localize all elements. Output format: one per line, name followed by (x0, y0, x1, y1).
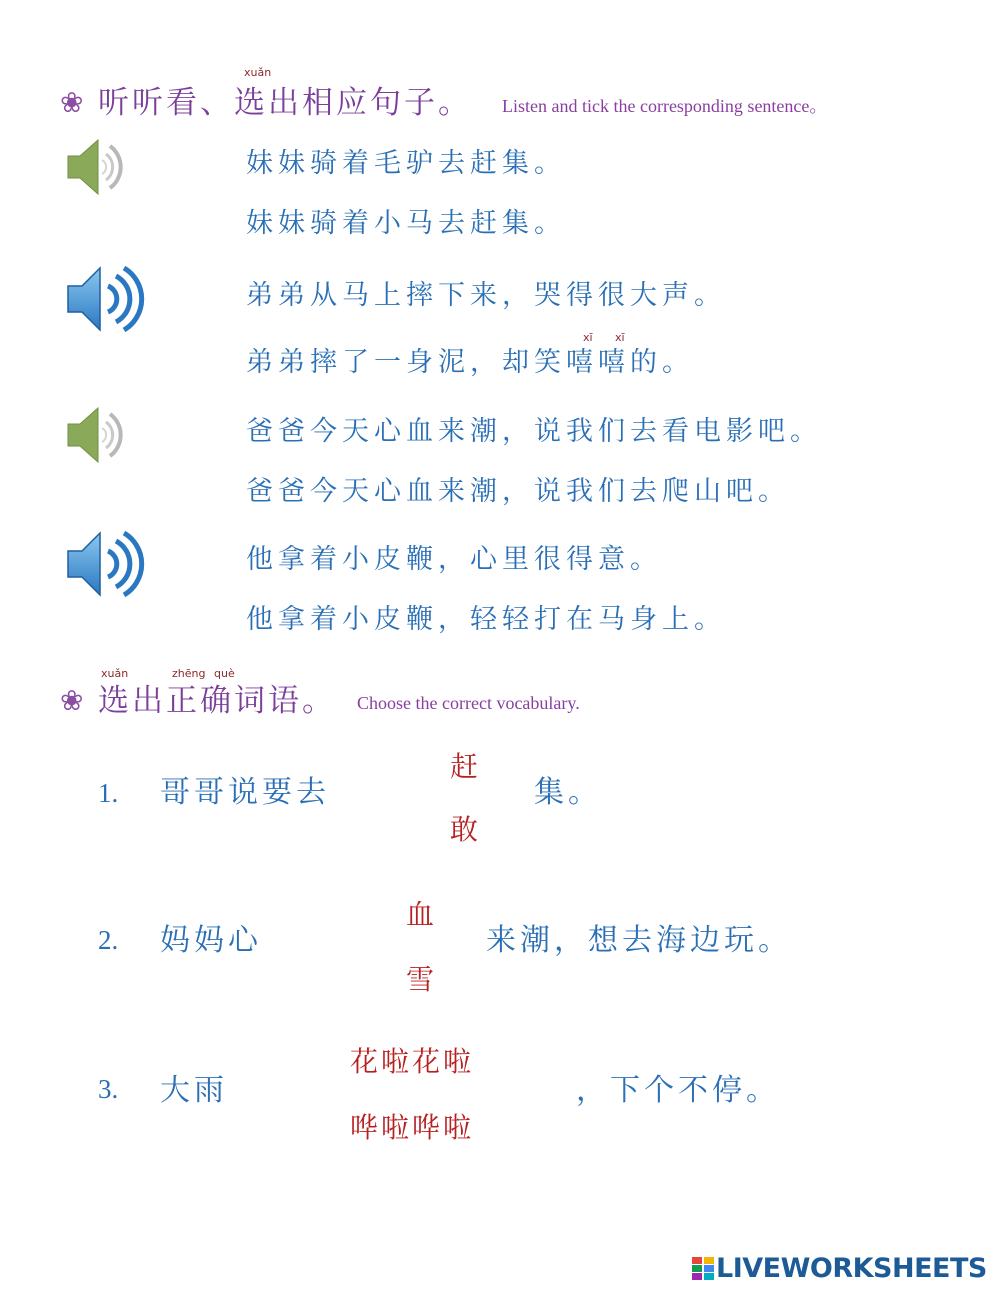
pinyin-xuan: xuǎn (101, 667, 129, 680)
section2-heading: 选出正确词语。 (98, 683, 336, 719)
section1-heading (98, 85, 472, 121)
question-text-after: 来潮，想去海边玩。 (486, 923, 792, 958)
sentence-option[interactable]: 爸爸今天心血来潮，说我们去爬山吧。 (246, 476, 790, 507)
question-text-before: 大雨 (160, 1073, 228, 1108)
sentence-option[interactable]: 爸爸今天心血来潮，说我们去看电影吧。 (246, 416, 822, 447)
heading-part-xuan: 选 (234, 85, 268, 121)
sentence-option[interactable]: 妹妹骑着毛驴去赶集。 (246, 148, 566, 179)
word-option[interactable]: 赶 (450, 750, 482, 783)
word-option[interactable]: 敢 (450, 813, 482, 846)
pinyin-xuan: xuǎn (244, 66, 272, 79)
speaker-icon[interactable] (66, 527, 146, 601)
word-option[interactable]: 哗啦哗啦 (350, 1111, 475, 1144)
pinyin-zheng: zhēng (172, 667, 206, 680)
question-text-after: ，下个不停。 (576, 1073, 780, 1108)
question-text-before: 哥哥说要去 (160, 775, 330, 810)
question-number: 1. (98, 778, 119, 808)
sentence-option[interactable]: 他拿着小皮鞭，轻轻打在马身上。 (246, 604, 726, 635)
word-option[interactable]: 花啦花啦 (350, 1045, 475, 1078)
sentence-option[interactable]: 弟弟摔了一身泥，却笑嘻嘻的。 (246, 347, 694, 378)
question-text-before: 妈妈心 (160, 923, 262, 958)
heading-part-1: 听听看、 (98, 85, 234, 121)
speaker-icon[interactable] (66, 398, 146, 472)
sentence-option[interactable]: 他拿着小皮鞭，心里很得意。 (246, 544, 662, 575)
flower-bullet-icon: ❀ (60, 86, 84, 119)
word-option[interactable]: 雪 (406, 963, 438, 996)
heading-part-2: 出相应句子。 (268, 85, 472, 121)
pinyin-que: què (214, 667, 235, 680)
word-option[interactable]: 血 (406, 898, 438, 931)
pinyin-xi: xī (583, 331, 593, 344)
flower-bullet-icon: ❀ (60, 684, 84, 717)
speaker-icon[interactable] (66, 130, 146, 204)
logo-text: LIVEWORKSHEETS (716, 1253, 987, 1284)
logo-blocks-icon (692, 1257, 714, 1281)
section1-instruction: Listen and tick the corresponding sentence。 (502, 96, 828, 116)
question-number: 3. (98, 1074, 119, 1104)
section2-instruction: Choose the correct vocabulary. (357, 693, 580, 713)
sentence-option[interactable]: 弟弟从马上摔下来，哭得很大声。 (246, 280, 726, 311)
question-text-after: 集。 (534, 775, 602, 810)
liveworksheets-logo (692, 1255, 987, 1285)
speaker-icon[interactable] (66, 262, 146, 336)
sentence-option[interactable]: 妹妹骑着小马去赶集。 (246, 208, 566, 239)
pinyin-xi: xī (615, 331, 625, 344)
question-number: 2. (98, 925, 119, 955)
